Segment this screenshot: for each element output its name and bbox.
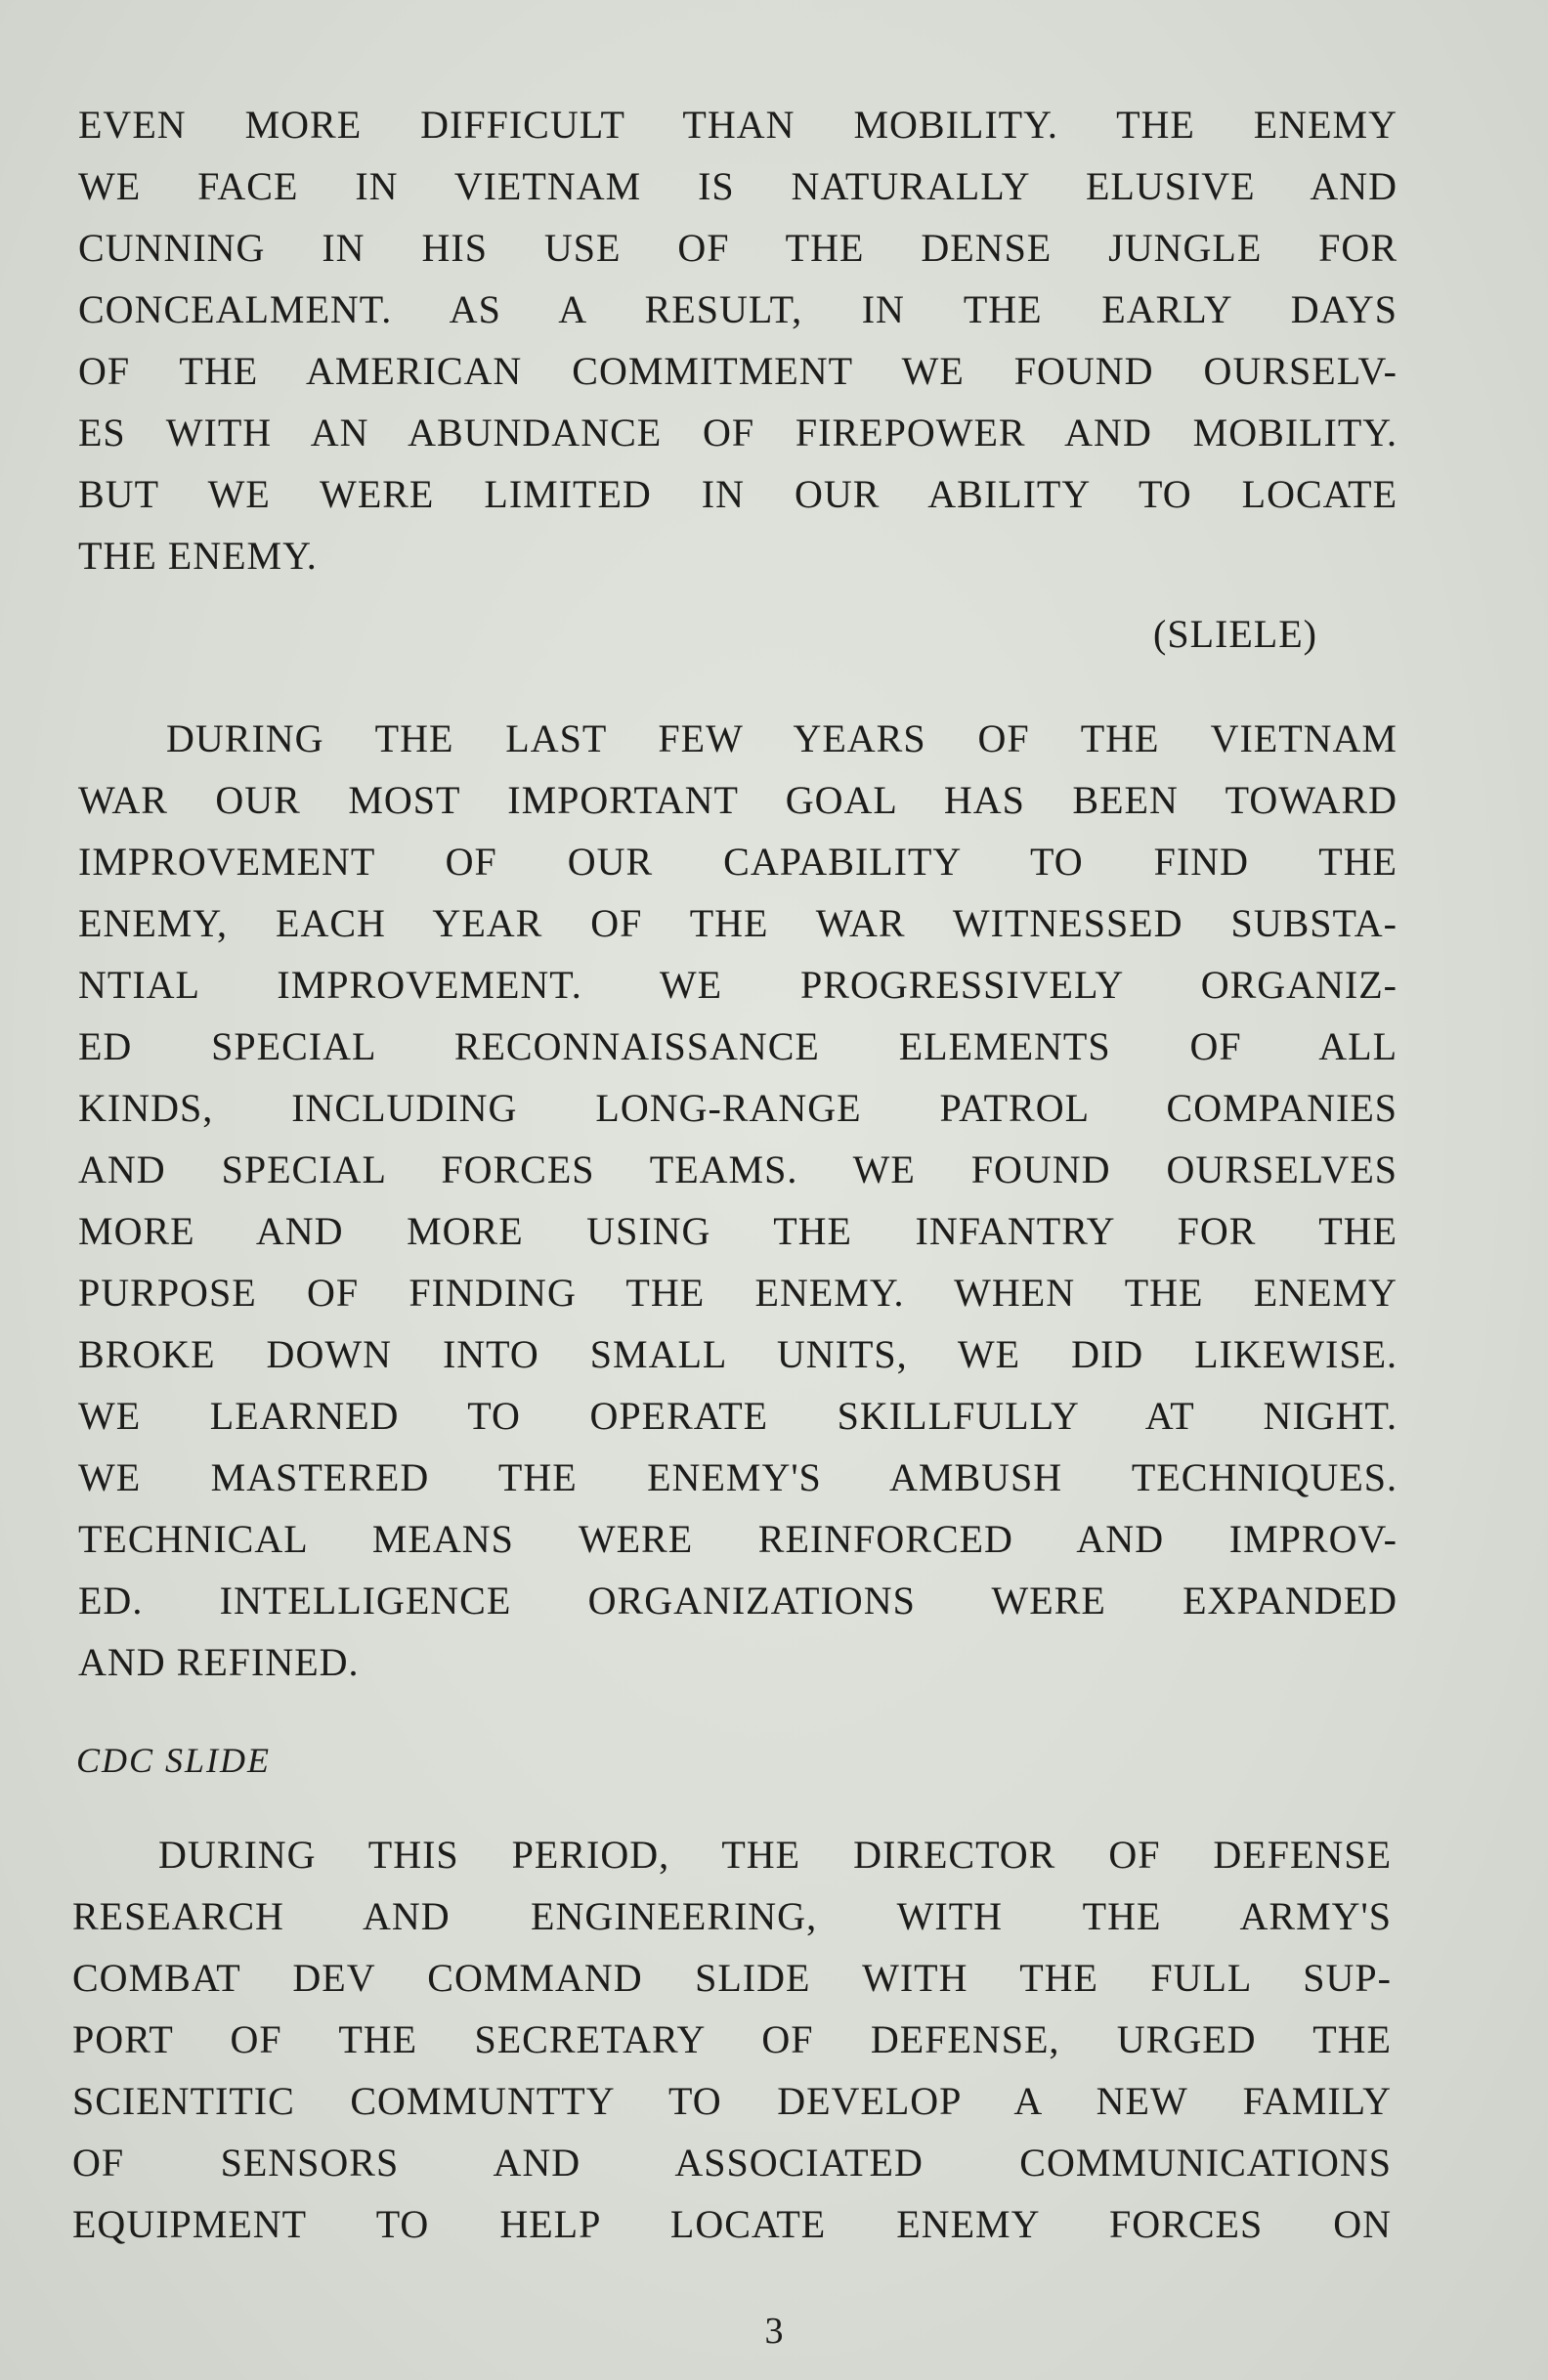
paragraph-line: CONCEALMENT. AS A RESULT, IN THE EARLY DAYS: [78, 287, 1398, 331]
paragraph-line: OF SENSORS AND ASSOCIATED COMMUNICATIONS: [72, 2141, 1392, 2185]
paragraph-line: WAR OUR MOST IMPORTANT GOAL HAS BEEN TOWARD: [78, 778, 1398, 822]
paragraph-line: ENEMY, EACH YEAR OF THE WAR WITNESSED SUBSTA-: [78, 901, 1398, 945]
paragraph-line: AND SPECIAL FORCES TEAMS. WE FOUND OURSELVES: [78, 1147, 1398, 1191]
paragraph-line: EVEN MORE DIFFICULT THAN MOBILITY. THE ENEMY: [78, 103, 1398, 147]
paragraph-line: RESEARCH AND ENGINEERING, WITH THE ARMY'S: [72, 1894, 1392, 1938]
paragraph-line: DURING THE LAST FEW YEARS OF THE VIETNAM: [166, 716, 1398, 760]
paragraph-line: AND REFINED.: [78, 1640, 360, 1684]
paragraph-line: TECHNICAL MEANS WERE REINFORCED AND IMPROV-: [78, 1517, 1398, 1561]
paragraph-line: EQUIPMENT TO HELP LOCATE ENEMY FORCES ON: [72, 2202, 1392, 2246]
paragraph-line: WE FACE IN VIETNAM IS NATURALLY ELUSIVE AND: [78, 164, 1398, 208]
paragraph-line: THE ENEMY.: [78, 534, 318, 578]
paragraph-line: PORT OF THE SECRETARY OF DEFENSE, URGED THE: [72, 2017, 1392, 2061]
paragraph-line: PURPOSE OF FINDING THE ENEMY. WHEN THE ENEMY: [78, 1271, 1398, 1315]
paragraph-line: NTIAL IMPROVEMENT. WE PROGRESSIVELY ORGANIZ-: [78, 963, 1398, 1007]
paragraph-line: ES WITH AN ABUNDANCE OF FIREPOWER AND MOBILITY.: [78, 411, 1398, 454]
section-heading: CDC SLIDE: [76, 1741, 272, 1780]
paragraph-line: IMPROVEMENT OF OUR CAPABILITY TO FIND THE: [78, 840, 1398, 884]
paragraph-line: CUNNING IN HIS USE OF THE DENSE JUNGLE FOR: [78, 226, 1398, 270]
paragraph-line: MORE AND MORE USING THE INFANTRY FOR THE: [78, 1209, 1398, 1253]
paragraph-line: SCIENTITIC COMMUNTTY TO DEVELOP A NEW FAMILY: [72, 2079, 1392, 2123]
paragraph-line: ED. INTELLIGENCE ORGANIZATIONS WERE EXPANDED: [78, 1579, 1398, 1623]
paragraph-line: ED SPECIAL RECONNAISSANCE ELEMENTS OF ALL: [78, 1024, 1398, 1068]
slide-cue: (SLIELE): [1153, 612, 1317, 656]
paragraph-line: WE LEARNED TO OPERATE SKILLFULLY AT NIGHT.: [78, 1394, 1398, 1438]
paragraph-line: BROKE DOWN INTO SMALL UNITS, WE DID LIKEWISE.: [78, 1332, 1398, 1376]
paragraph-line: DURING THIS PERIOD, THE DIRECTOR OF DEFENSE: [158, 1833, 1392, 1877]
page-number: 3: [764, 2311, 784, 2352]
paragraph-line: OF THE AMERICAN COMMITMENT WE FOUND OURSELV-: [78, 349, 1398, 393]
paragraph-line: COMBAT DEV COMMAND SLIDE WITH THE FULL SUP-: [72, 1956, 1392, 2000]
paragraph-line: BUT WE WERE LIMITED IN OUR ABILITY TO LOCATE: [78, 472, 1398, 516]
paragraph-line: WE MASTERED THE ENEMY'S AMBUSH TECHNIQUES.: [78, 1455, 1398, 1499]
paragraph-line: KINDS, INCLUDING LONG-RANGE PATROL COMPANIES: [78, 1086, 1398, 1130]
